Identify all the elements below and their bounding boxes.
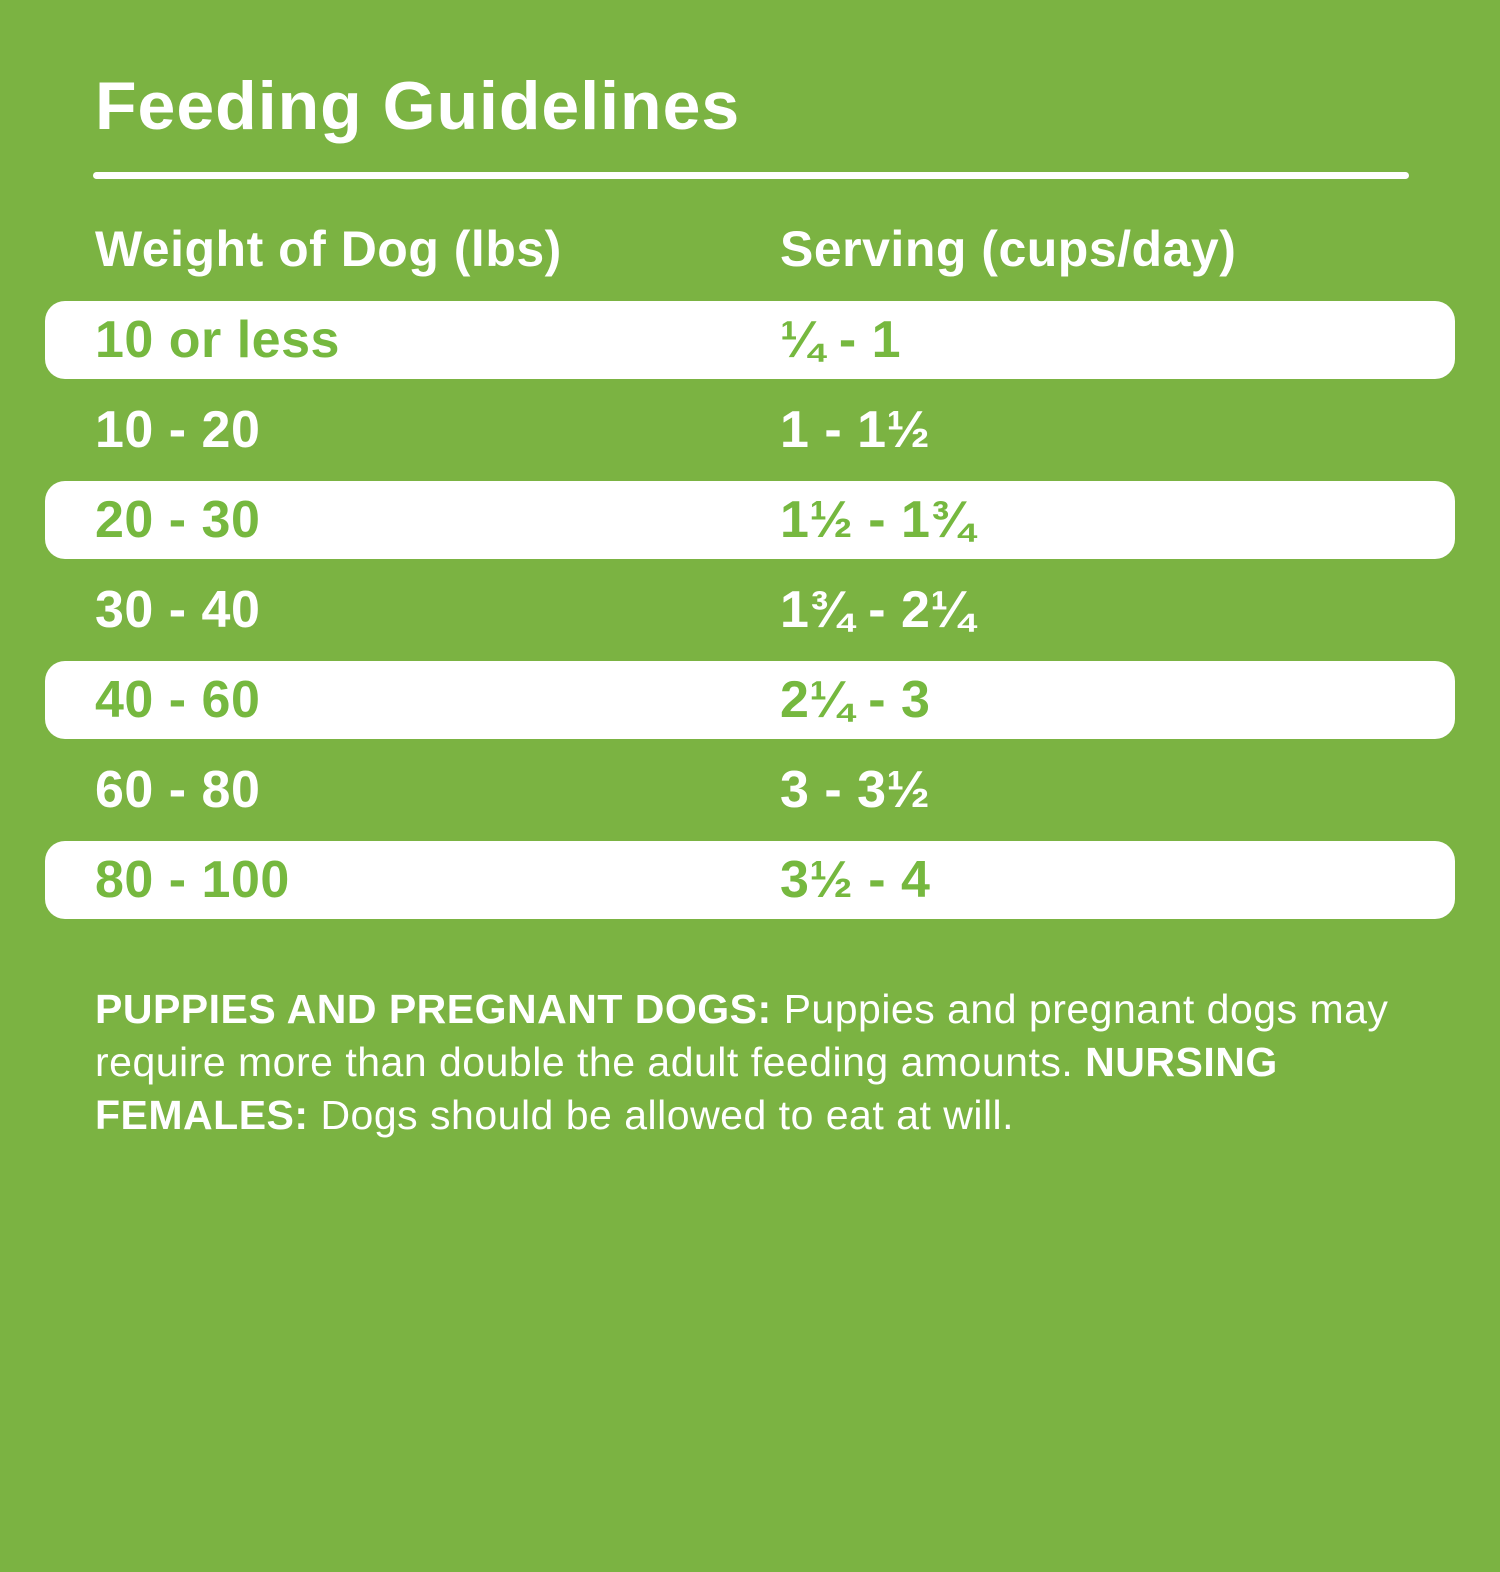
column-header-serving: Serving (cups/day) <box>780 221 1237 277</box>
serving-cell: 1¾ - 2¼ <box>780 581 975 639</box>
feeding-table <box>0 301 1500 919</box>
table-row <box>45 301 1455 379</box>
weight-cell: 20 - 30 <box>95 491 261 549</box>
serving-cell: ¼ - 1 <box>780 311 901 369</box>
weight-cell: 10 or less <box>95 311 340 369</box>
weight-cell: 10 - 20 <box>95 401 261 459</box>
weight-cell: 30 - 40 <box>95 581 261 639</box>
table-row <box>45 481 1455 559</box>
notes-text-nursing: Dogs should be allowed to eat at will. <box>320 1092 1015 1138</box>
column-header-weight: Weight of Dog (lbs) <box>95 221 562 277</box>
weight-cell: 80 - 100 <box>95 851 290 909</box>
table-row <box>45 739 1455 841</box>
notes-heading-nursing: NURSING FEMALES: <box>95 1039 1278 1138</box>
weight-cell: 60 - 80 <box>95 761 261 819</box>
serving-cell: 2¼ - 3 <box>780 671 931 729</box>
table-row <box>45 379 1455 481</box>
feeding-guidelines-panel <box>0 68 1500 1572</box>
notes-text-puppies: Puppies and pregnant dogs may require more than double the adult feeding amounts. <box>95 986 1389 1085</box>
page-title: Feeding Guidelines <box>95 68 741 144</box>
feeding-notes <box>95 983 1430 1142</box>
title-underline <box>93 172 1409 179</box>
notes-heading-puppies: PUPPIES AND PREGNANT DOGS: <box>95 986 784 1032</box>
table-row <box>45 559 1455 661</box>
table-row <box>45 841 1455 919</box>
weight-cell: 40 - 60 <box>95 671 261 729</box>
serving-cell: 1 - 1½ <box>780 401 931 459</box>
serving-cell: 1½ - 1¾ <box>780 491 975 549</box>
serving-cell: 3 - 3½ <box>780 761 931 819</box>
table-row <box>45 661 1455 739</box>
table-header-row <box>0 219 1500 279</box>
serving-cell: 3½ - 4 <box>780 851 931 909</box>
